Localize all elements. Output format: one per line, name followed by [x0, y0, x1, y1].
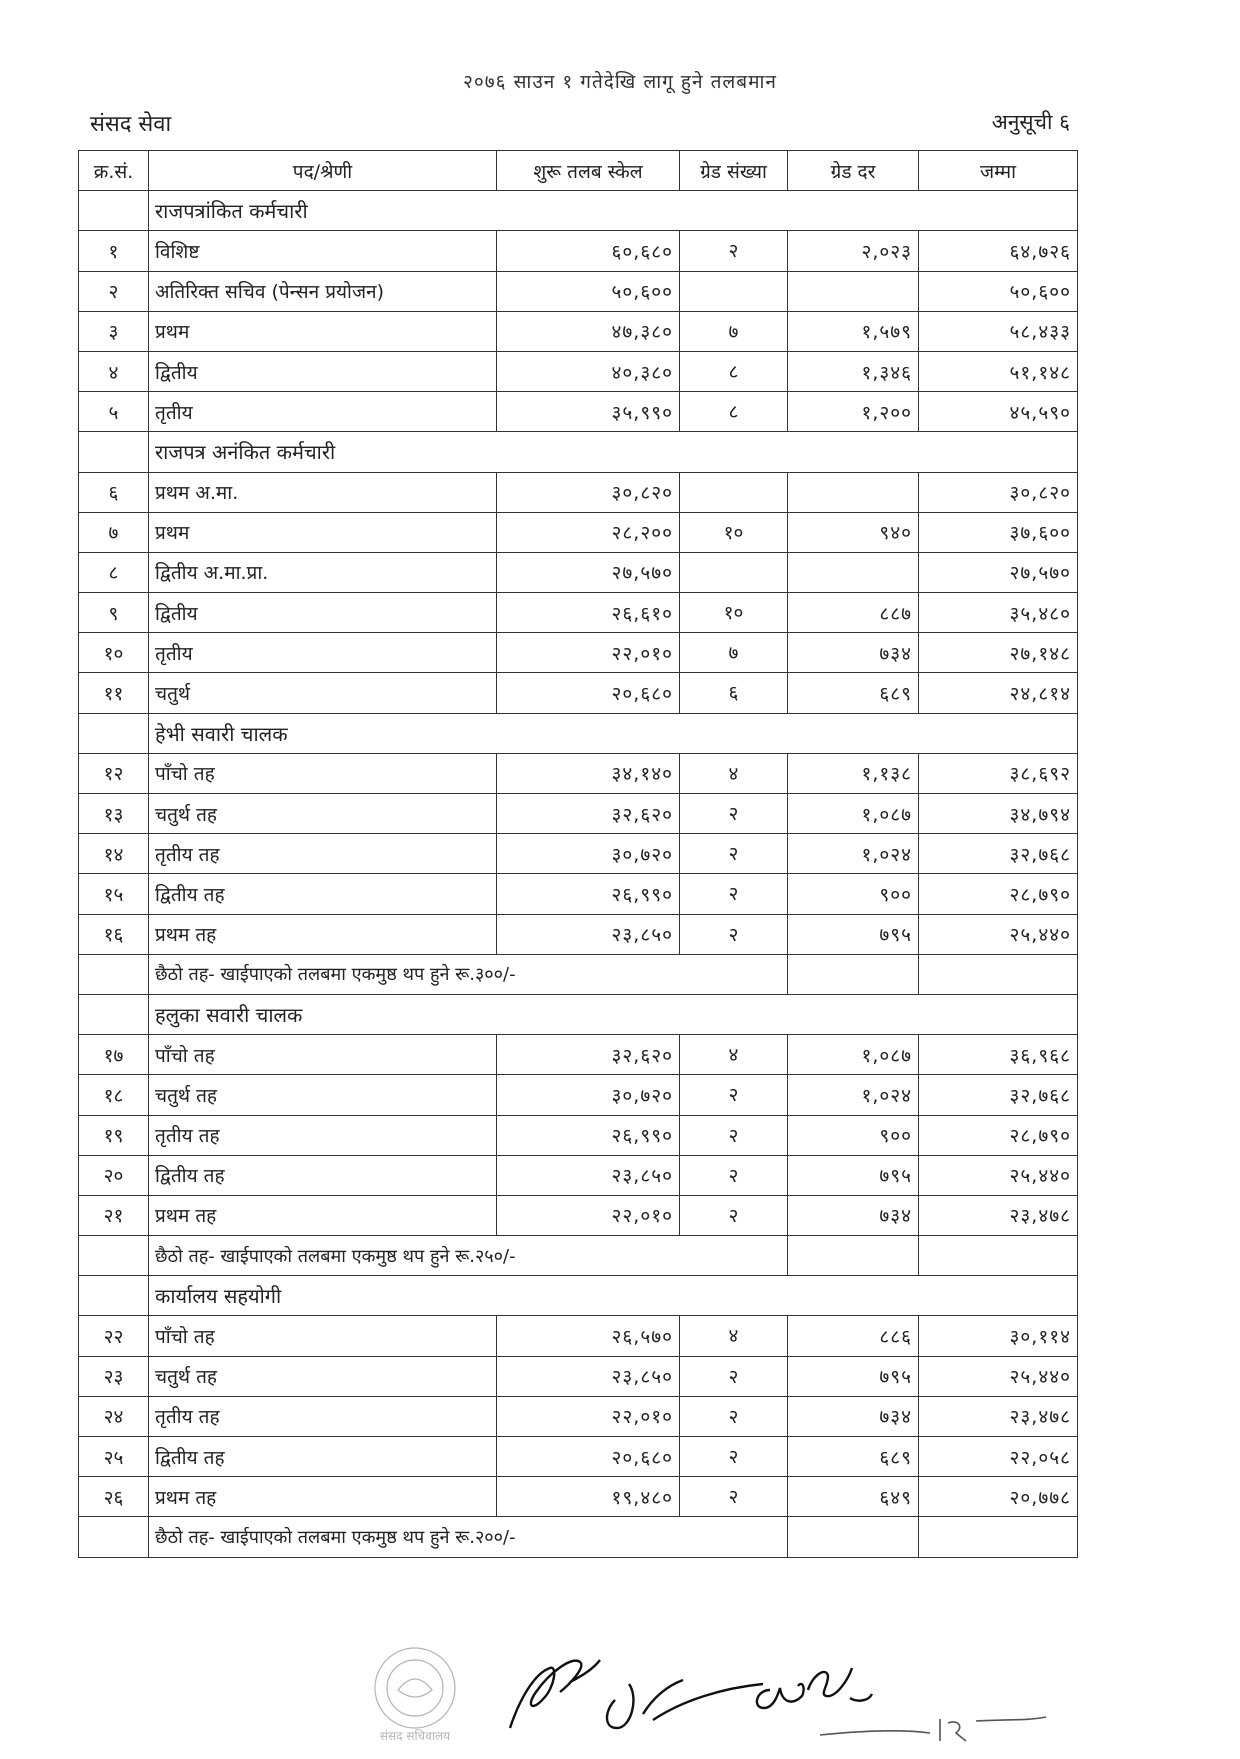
section-title: राजपत्र अनंकित कर्मचारी	[149, 432, 1078, 472]
cell-grades: १०	[680, 512, 788, 552]
cell-grades	[680, 552, 788, 592]
table-row	[79, 1356, 1078, 1396]
cell-total: २५,४४०	[919, 914, 1078, 954]
cell-sn: ३	[79, 311, 149, 351]
cell-post: द्वितीय अ.मा.प्रा.	[149, 552, 497, 592]
cell-grades: ८	[680, 351, 788, 391]
cell-grades: २	[680, 1195, 788, 1235]
cell-total: ४५,५९०	[919, 392, 1078, 432]
cell-grades: २	[680, 1477, 788, 1517]
cell-scale: २६,९९०	[497, 874, 680, 914]
cell-scale: ५०,६००	[497, 271, 680, 311]
section-row	[79, 191, 1078, 231]
cell-rate: ७३४	[788, 633, 919, 673]
empty-cell	[79, 1236, 149, 1276]
cell-post: द्वितीय तह	[149, 1155, 497, 1195]
cell-total: २४,८१४	[919, 673, 1078, 713]
cell-scale: २२,०१०	[497, 633, 680, 673]
cell-scale: ३२,६२०	[497, 1035, 680, 1075]
empty-cell	[919, 1236, 1078, 1276]
table-row	[79, 231, 1078, 271]
cell-scale: २२,०१०	[497, 1396, 680, 1436]
cell-grades: ६	[680, 673, 788, 713]
cell-scale: २३,८५०	[497, 914, 680, 954]
cell-post: तृतीय तह	[149, 834, 497, 874]
cell-rate: ६८९	[788, 1437, 919, 1477]
cell-grades: २	[680, 1115, 788, 1155]
cell-scale: ३५,९९०	[497, 392, 680, 432]
cell-grades: २	[680, 1437, 788, 1477]
cell-rate: १,०२४	[788, 834, 919, 874]
cell-scale: २६,५७०	[497, 1316, 680, 1356]
cell-total: ५८,४३३	[919, 311, 1078, 351]
cell-post: तृतीय	[149, 392, 497, 432]
table-row	[79, 351, 1078, 391]
header-post: पद/श्रेणी	[149, 151, 497, 191]
cell-scale: ४७,३८०	[497, 311, 680, 351]
section-row	[79, 432, 1078, 472]
cell-grades: २	[680, 834, 788, 874]
seal-inner-ring	[387, 1660, 443, 1716]
cell-rate: ८८६	[788, 1316, 919, 1356]
cell-rate: ९००	[788, 874, 919, 914]
cell-total: २३,४७८	[919, 1195, 1078, 1235]
table-row	[79, 1075, 1078, 1115]
cell-rate: ८८७	[788, 593, 919, 633]
cell-sn: ६	[79, 472, 149, 512]
cell-grades: २	[680, 1075, 788, 1115]
cell-rate: ७३४	[788, 1396, 919, 1436]
cell-post: विशिष्ट	[149, 231, 497, 271]
section-title: हेभी सवारी चालक	[149, 713, 1078, 753]
cell-total: ३०,११४	[919, 1316, 1078, 1356]
cell-total: २५,४४०	[919, 1155, 1078, 1195]
table-row	[79, 271, 1078, 311]
cell-grades: ४	[680, 1316, 788, 1356]
cell-sn: ५	[79, 392, 149, 432]
empty-cell	[788, 1517, 919, 1557]
cell-total: ५१,१४८	[919, 351, 1078, 391]
cell-grades: २	[680, 1155, 788, 1195]
cell-post: तृतीय तह	[149, 1115, 497, 1155]
cell-sn: २२	[79, 1316, 149, 1356]
signature-4	[820, 1717, 1046, 1741]
cell-grades: ७	[680, 311, 788, 351]
cell-sn: ८	[79, 552, 149, 592]
table-row	[79, 552, 1078, 592]
cell-rate: १,०२४	[788, 1075, 919, 1115]
section-title: राजपत्रांकित कर्मचारी	[149, 191, 1078, 231]
cell-rate: ७९५	[788, 1356, 919, 1396]
cell-total: ३८,६९२	[919, 753, 1078, 793]
cell-total: २३,४७८	[919, 1396, 1078, 1436]
empty-cell	[79, 994, 149, 1034]
cell-post: पाँचो तह	[149, 1316, 497, 1356]
cell-sn: १३	[79, 794, 149, 834]
cell-scale: २७,५७०	[497, 552, 680, 592]
official-seal	[375, 1648, 455, 1743]
cell-post: चतुर्थ	[149, 673, 497, 713]
note-row	[79, 954, 1078, 994]
cell-rate: २,०२३	[788, 231, 919, 271]
cell-sn: ७	[79, 512, 149, 552]
header-row	[79, 151, 1078, 191]
cell-scale: २३,८५०	[497, 1356, 680, 1396]
note-row	[79, 1236, 1078, 1276]
cell-sn: २४	[79, 1396, 149, 1436]
cell-total: ३६,९६८	[919, 1035, 1078, 1075]
cell-rate: ९४०	[788, 512, 919, 552]
empty-cell	[79, 1517, 149, 1557]
cell-grades: ४	[680, 753, 788, 793]
cell-grades: ८	[680, 392, 788, 432]
cell-sn: १०	[79, 633, 149, 673]
cell-grades	[680, 472, 788, 512]
salary-table-body	[79, 151, 1078, 1558]
section-title: कार्यालय सहयोगी	[149, 1276, 1078, 1316]
cell-total: ३५,४८०	[919, 593, 1078, 633]
cell-total: २५,४४०	[919, 1356, 1078, 1396]
table-row	[79, 794, 1078, 834]
table-row	[79, 834, 1078, 874]
cell-total: ३४,७९४	[919, 794, 1078, 834]
cell-scale: १९,४८०	[497, 1477, 680, 1517]
cell-total: ५०,६००	[919, 271, 1078, 311]
cell-post: तृतीय तह	[149, 1396, 497, 1436]
cell-post: प्रथम	[149, 311, 497, 351]
empty-cell	[919, 1517, 1078, 1557]
seal-emblem	[398, 1679, 432, 1697]
seal-text: संसद सचिवालय	[379, 1729, 451, 1743]
cell-rate: १,२००	[788, 392, 919, 432]
cell-sn: ९	[79, 593, 149, 633]
header-total: जम्मा	[919, 151, 1078, 191]
cell-post: प्रथम तह	[149, 914, 497, 954]
cell-post: प्रथम तह	[149, 1477, 497, 1517]
cell-post: तृतीय	[149, 633, 497, 673]
cell-post: चतुर्थ तह	[149, 794, 497, 834]
cell-total: ६४,७२६	[919, 231, 1078, 271]
table-row	[79, 1437, 1078, 1477]
cell-grades: ७	[680, 633, 788, 673]
cell-rate: १,३४६	[788, 351, 919, 391]
cell-scale: ४०,३८०	[497, 351, 680, 391]
cell-rate: ६४९	[788, 1477, 919, 1517]
table-row	[79, 753, 1078, 793]
cell-grades: २	[680, 794, 788, 834]
cell-grades: ४	[680, 1035, 788, 1075]
cell-total: २८,७९०	[919, 874, 1078, 914]
cell-grades	[680, 271, 788, 311]
section-row	[79, 1276, 1078, 1316]
cell-post: पाँचो तह	[149, 753, 497, 793]
cell-post: द्वितीय	[149, 593, 497, 633]
cell-sn: १२	[79, 753, 149, 793]
table-row	[79, 1155, 1078, 1195]
document-title: २०७६ साउन १ गतेदेखि लागू हुने तलबमान	[463, 71, 777, 93]
cell-sn: २	[79, 271, 149, 311]
salary-table	[78, 150, 1078, 1558]
cell-sn: २३	[79, 1356, 149, 1396]
table-row	[79, 1477, 1078, 1517]
section-row	[79, 713, 1078, 753]
cell-total: २७,५७०	[919, 552, 1078, 592]
cell-post: द्वितीय तह	[149, 1437, 497, 1477]
cell-sn: ११	[79, 673, 149, 713]
cell-scale: २६,६१०	[497, 593, 680, 633]
header-sn: क्र.सं.	[79, 151, 149, 191]
cell-sn: १८	[79, 1075, 149, 1115]
cell-rate: ९००	[788, 1115, 919, 1155]
cell-scale: ३०,७२०	[497, 1075, 680, 1115]
table-row	[79, 593, 1078, 633]
cell-rate: १,१३८	[788, 753, 919, 793]
cell-post: पाँचो तह	[149, 1035, 497, 1075]
signature-area	[360, 1640, 1120, 1745]
cell-rate: ६८९	[788, 673, 919, 713]
cell-post: चतुर्थ तह	[149, 1356, 497, 1396]
cell-total: २७,१४८	[919, 633, 1078, 673]
cell-grades: २	[680, 1396, 788, 1436]
note-row	[79, 1517, 1078, 1557]
table-row	[79, 392, 1078, 432]
note-text: छैठो तह- खाईपाएको तलबमा एकमुष्ठ थप हुने रू.३००/-	[149, 954, 788, 994]
note-text: छैठो तह- खाईपाएको तलबमा एकमुष्ठ थप हुने रू.२००/-	[149, 1517, 788, 1557]
cell-sn: १७	[79, 1035, 149, 1075]
cell-total: ३७,६००	[919, 512, 1078, 552]
cell-sn: २०	[79, 1155, 149, 1195]
cell-sn: १५	[79, 874, 149, 914]
cell-rate: १,५७९	[788, 311, 919, 351]
cell-sn: २१	[79, 1195, 149, 1235]
cell-scale: ३०,७२०	[497, 834, 680, 874]
cell-rate: ७९५	[788, 914, 919, 954]
table-row	[79, 1115, 1078, 1155]
empty-cell	[788, 954, 919, 994]
cell-sn: १६	[79, 914, 149, 954]
cell-rate: १,०८७	[788, 794, 919, 834]
cell-rate: ७३४	[788, 1195, 919, 1235]
cell-post: अतिरिक्त सचिव (पेन्सन प्रयोजन)	[149, 271, 497, 311]
cell-sn: २६	[79, 1477, 149, 1517]
cell-total: ३२,७६८	[919, 834, 1078, 874]
cell-rate: ७९५	[788, 1155, 919, 1195]
cell-rate: १,०८७	[788, 1035, 919, 1075]
cell-grades: २	[680, 914, 788, 954]
annex-label: अनुसूची ६	[991, 110, 1070, 134]
signature-1	[510, 1660, 600, 1728]
table-row	[79, 512, 1078, 552]
cell-scale: ६०,६८०	[497, 231, 680, 271]
table-row	[79, 1035, 1078, 1075]
empty-cell	[79, 713, 149, 753]
cell-scale: ३०,८२०	[497, 472, 680, 512]
cell-scale: २३,८५०	[497, 1155, 680, 1195]
cell-post: द्वितीय	[149, 351, 497, 391]
cell-rate	[788, 271, 919, 311]
table-row	[79, 1396, 1078, 1436]
section-row	[79, 994, 1078, 1034]
empty-cell	[919, 954, 1078, 994]
cell-scale: २०,६८०	[497, 673, 680, 713]
empty-cell	[79, 954, 149, 994]
cell-total: ३०,८२०	[919, 472, 1078, 512]
cell-sn: २५	[79, 1437, 149, 1477]
cell-scale: ३४,१४०	[497, 753, 680, 793]
table-row	[79, 673, 1078, 713]
table-row	[79, 1316, 1078, 1356]
cell-grades: २	[680, 231, 788, 271]
empty-cell	[79, 1276, 149, 1316]
header-grades: ग्रेड संख्या	[680, 151, 788, 191]
cell-sn: १९	[79, 1115, 149, 1155]
cell-sn: १	[79, 231, 149, 271]
cell-scale: २८,२००	[497, 512, 680, 552]
signature-2	[607, 1680, 763, 1728]
header-scale: शुरू तलब स्केल	[497, 151, 680, 191]
cell-scale: २६,९९०	[497, 1115, 680, 1155]
cell-total: ३२,७६८	[919, 1075, 1078, 1115]
section-title: हलुका सवारी चालक	[149, 994, 1078, 1034]
cell-scale: २०,६८०	[497, 1437, 680, 1477]
table-row	[79, 914, 1078, 954]
cell-grades: १०	[680, 593, 788, 633]
signature-3	[757, 1668, 872, 1708]
empty-cell	[788, 1236, 919, 1276]
table-row	[79, 1195, 1078, 1235]
cell-total: २८,७९०	[919, 1115, 1078, 1155]
cell-total: २२,०५८	[919, 1437, 1078, 1477]
cell-rate	[788, 552, 919, 592]
service-name: संसद सेवा	[90, 112, 172, 137]
header-rate: ग्रेड दर	[788, 151, 919, 191]
note-text: छैठो तह- खाईपाएको तलबमा एकमुष्ठ थप हुने रू.२५०/-	[149, 1236, 788, 1276]
table-row	[79, 633, 1078, 673]
table-row	[79, 311, 1078, 351]
empty-cell	[79, 191, 149, 231]
table-row	[79, 874, 1078, 914]
cell-scale: २२,०१०	[497, 1195, 680, 1235]
cell-post: द्वितीय तह	[149, 874, 497, 914]
cell-scale: ३२,६२०	[497, 794, 680, 834]
cell-grades: २	[680, 1356, 788, 1396]
cell-post: प्रथम तह	[149, 1195, 497, 1235]
table-row	[79, 472, 1078, 512]
cell-total: २०,७७८	[919, 1477, 1078, 1517]
cell-sn: ४	[79, 351, 149, 391]
cell-grades: २	[680, 874, 788, 914]
cell-post: चतुर्थ तह	[149, 1075, 497, 1115]
cell-post: प्रथम	[149, 512, 497, 552]
empty-cell	[79, 432, 149, 472]
cell-sn: १४	[79, 834, 149, 874]
cell-rate	[788, 472, 919, 512]
cell-post: प्रथम अ.मा.	[149, 472, 497, 512]
